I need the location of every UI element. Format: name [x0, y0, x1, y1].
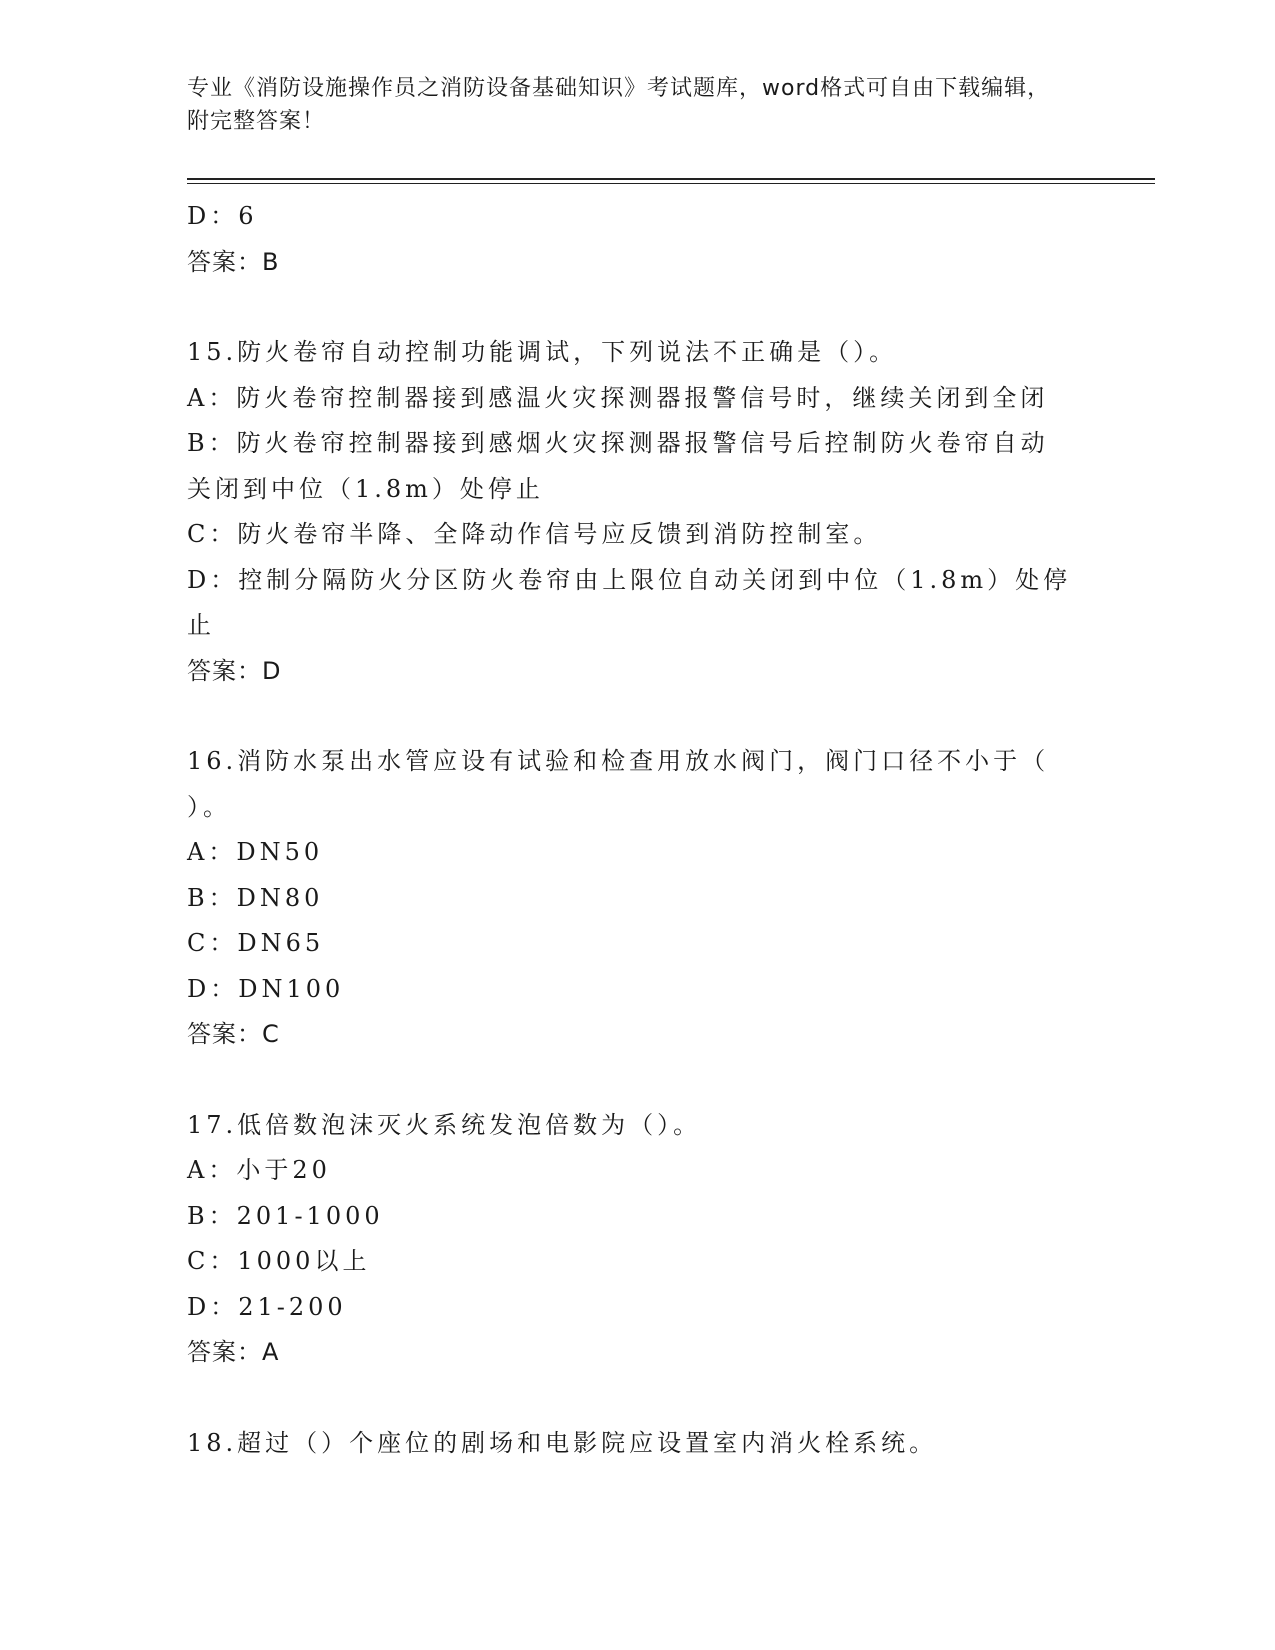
question-15	[187, 330, 1072, 694]
answer: 答案：D	[187, 656, 282, 685]
question-18	[187, 1421, 1072, 1467]
header-rule-thick	[187, 178, 1155, 180]
option-b: B：201-1000	[187, 1201, 384, 1230]
prev-answer: 答案：B	[187, 247, 280, 276]
option-a: A：DN50	[187, 838, 324, 866]
question-16	[187, 739, 1072, 1058]
option-c: C：防火卷帘半降、全降动作信号应反馈到消防控制室。	[187, 520, 882, 548]
question-stem: 18.超过（）个座位的剧场和电影院应设置室内消火栓系统。	[187, 1428, 938, 1457]
header-rule-thin	[187, 183, 1155, 184]
option-d-line1: D：控制分隔防火分区防火卷帘由上限位自动关闭到中位（1.8m）处停	[187, 565, 1072, 594]
option-d: D：DN100	[187, 974, 345, 1003]
question-17	[187, 1103, 1072, 1376]
option-d-line2: 止	[187, 611, 215, 639]
question-stem-line2: ）。	[187, 792, 231, 821]
prev-option-d: D：6	[187, 202, 258, 230]
document-body	[187, 194, 1072, 1466]
question-stem-line1: 16.消防水泵出水管应设有试验和检查用放水阀门，阀门口径不小于（	[187, 747, 1050, 775]
option-a: A：防火卷帘控制器接到感温火灾探测器报警信号时，继续关闭到全闭	[187, 383, 1049, 412]
option-a: A：小于20	[187, 1156, 331, 1184]
option-b-line2: 关闭到中位（1.8m）处停止	[187, 474, 544, 503]
question-stem: 17.低倍数泡沫灭火系统发泡倍数为（）。	[187, 1110, 702, 1139]
answer: 答案：A	[187, 1338, 280, 1366]
page-header: 专业《消防设施操作员之消防设备基础知识》考试题库，word格式可自由下载编辑，附完整答案！	[187, 76, 1051, 134]
option-b-line1: B：防火卷帘控制器接到感烟火灾探测器报警信号后控制防火卷帘自动	[187, 429, 1049, 457]
option-d: D：21-200	[187, 1292, 347, 1321]
option-c: C：1000以上	[187, 1247, 371, 1275]
question-stem: 15.防火卷帘自动控制功能调试，下列说法不正确是（）。	[187, 338, 898, 366]
answer: 答案：C	[187, 1020, 280, 1048]
option-c: C：DN65	[187, 929, 325, 957]
option-b: B：DN80	[187, 883, 324, 912]
